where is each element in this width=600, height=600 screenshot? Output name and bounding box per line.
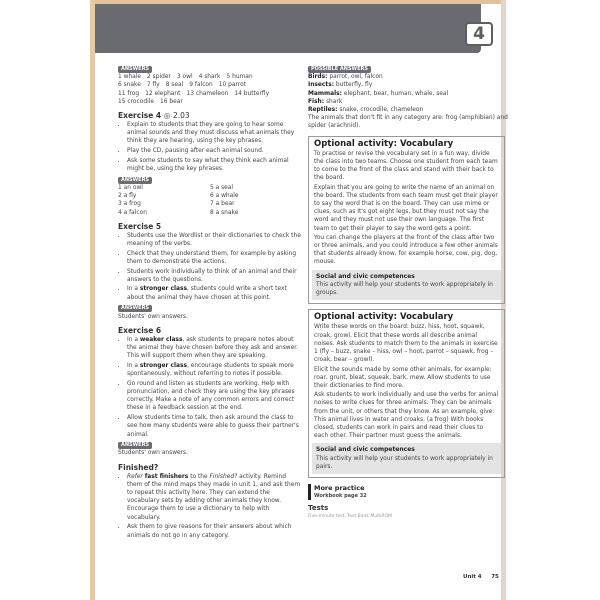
answer: 7 fly [146,82,160,89]
category-row [308,98,508,106]
answer: 10 parrot [218,82,247,89]
category-row [308,106,508,114]
answer: 1 an owl [118,184,143,191]
tests-title: Tests [308,504,329,513]
bullet: • Students use the Wordlist or their dictionaries to check the meaning of the verbs. [127,232,302,248]
more-practice-text: Workbook page 32 [314,493,367,500]
bullet: • Allow students time to talk, then ask around the class to see how many students were able to guess their partner's animal. [127,414,302,439]
exercise4-answers [118,184,302,217]
bullet: • Refer fast finishers to the Finished? activity. Remind them of the mind maps they made in unit 1, and ask them to repeat this activity here. They can extend the vocabulary sets by adding other animals they know. Encourage them to use a dictionary to help with vocabulary. [127,473,302,522]
more-practice [308,484,508,500]
header-bar [95,4,481,53]
answer: 4 a falcon [118,209,147,216]
answer-row [118,98,302,106]
bullet: • Explain to students that they are going to hear some animal sounds and they must discuss what animals they think they are hearing, using the key phrases. [127,121,302,146]
competences-title: Social and civic competences [316,272,415,280]
exercise4-heading: Exercise 4 ◎ 2.03 [118,111,190,121]
optional-activity-box-2 [308,309,505,478]
footer-unit: Unit 4 [463,574,482,580]
category-row [308,73,508,81]
category-name: Birds: [308,74,328,81]
answer: 9 falcon [189,82,213,89]
category-name: Mammals: [308,90,342,97]
bullet: • In a stronger class, students could write a short text about the animal they have chosen at this point. [127,285,302,301]
answer: 8 seal [165,82,184,89]
box-title: Optional activity: Vocabulary [314,312,454,323]
tests-text: Five-minute test, Test Bank MultiROM [308,513,392,519]
category-row [308,81,508,89]
exercise5-answer: Students' own answers. [118,313,188,320]
bullet: • Play the CD, pausing after each animal sound. [127,147,302,155]
cd-icon: ◎ [163,111,171,121]
unit-badge: 4 [465,22,493,46]
answer: 5 human [226,74,253,81]
paragraph: Ask students to work individually and use the verbs for animal noises to write clues for three animals. They can be animals from the unit, or others that they know. As an example, give: This animal lives in water and croaks. (a frog) With books closed, students can work in pairs and read their clues to each other. Their partner must guess the animals. [314,392,499,440]
optional-activity-box-1 [308,136,505,305]
bullet: • Students work individually to think of an animal and their answers to the questions. [127,268,302,284]
box-title: Optional activity: Vocabulary [314,138,454,149]
answers-label: ANSWERS [118,177,152,184]
answer: 15 crocodile [118,98,154,105]
finished-heading: Finished? [118,462,159,472]
page-number: 75 [491,574,499,580]
answer: 4 shark [198,74,221,81]
paragraph: You can change the players at the front of the class after two or three animals, and you could introduce a few other animals that students already know, for example horse, cow, pig, dog, mouse. [314,234,498,266]
exercise3-answers [118,73,302,106]
answer: 2 a fly [118,193,137,200]
category-name: Insects: [308,82,335,89]
category-animals: shark [324,98,343,105]
right-column [308,64,508,521]
category-animals: parrot, owl, falcon [327,74,383,81]
category-note: The animals that don't fit in any category are: frog (amphibian) and spider (arachnid). [308,115,508,130]
answer: 6 a whale [210,193,239,200]
answer: 14 butterfly [234,90,270,97]
more-practice-title: More practice [314,483,365,492]
category-animals: elephant, bear, human, whale, seal [341,90,449,97]
answer: 2 spider [147,74,171,81]
answer: 8 a snake [210,209,239,216]
answer-row [118,90,302,98]
answer: 1 whale [118,74,142,81]
exercise6-answer: Students' own answers. [118,450,188,457]
answer: 7 a bear [210,201,235,208]
paragraph: Explain that you are going to write the name of an animal on the board. The students from each team must get their player to say the word that is on the board. They can use mime or clues, such as It's got eight legs, but they must not say the word and they must not use their own language. The first team to get their player to say the word gets a point. [314,184,498,232]
answer: 3 a frog [118,201,141,208]
category-animals: snake, crocodile, chameleon [337,107,424,114]
exercise6-bullets [118,336,302,439]
answer: 11 frog [118,90,140,97]
category-name: Reptiles: [308,107,338,114]
bullet: • In a weaker class, ask students to prepare notes about the animal they have chosen before they ask and answer. This will support them when they are speaking. [127,336,302,361]
paragraph: To practise or revise the vocabulary set in a fun way, divide the class into two teams. Choose one student from each team to come to the front of the class and stand with their back to the board. [314,150,498,182]
answer-row [118,73,302,81]
paragraph: Write these words on the board: buzz, hiss, hoot, squawk, croak, growl. Elicit that these words all describe animal noises. Ask students to match them to the animals in exercise 1 (fly – buzz, snake – hiss, owl – hoot, parrot – squawk, frog – croak, bear – growl). [314,324,498,364]
answers-label: ANSWERS [118,305,152,312]
exercise4-bullets [118,121,302,173]
competences-title: Social and civic competences [316,446,415,454]
answer: 5 a seal [210,184,234,191]
answer: 16 bear [159,98,183,105]
competences-text: This activity will help your students to work appropriately in pairs. [316,455,493,470]
answers-label: ANSWERS [118,66,152,73]
category-animals: butterfly, fly [334,82,373,89]
left-column [118,64,302,541]
answers-label: ANSWERS [118,442,152,449]
bullet: • Check that they understand them, for example by asking them to demonstrate the actions. [127,250,302,266]
exercise5-heading: Exercise 5 [118,221,162,231]
paragraph: Elicit the sounds made by some other animals, for example: roar, grunt, bleat, squeak, bark, mew. Allow students to use their dictionaries to find more. [314,366,492,389]
answer: 13 chameleon [186,90,229,97]
category-name: Fish: [308,98,325,105]
category-list [308,73,508,114]
answer: 3 owl [176,74,193,81]
exercise5-bullets [118,232,302,302]
competences-panel [312,443,501,474]
page-footer [463,574,499,580]
finished-bullets [118,473,302,540]
bullet: • Ask some students to say what they think each animal might be, using the key phrases. [127,157,302,173]
bullet: • Ask them to give reasons for their answers about which animals do not go in any category. [127,523,302,539]
answer: 12 elephant [145,90,181,97]
exercise6-heading: Exercise 6 [118,325,162,335]
answer: 6 snake [118,82,141,89]
bullet: • Go round and listen as students are working. Help with pronunciation, and check they are using the key phrases correctly. Make a note of any common errors and correct these in a feedback session at the end. [127,380,302,413]
competences-panel [312,270,501,301]
bullet: • In a stronger class, encourage students to speak more spontaneously, without referring to notes if possible. [127,362,302,378]
answer-row [118,81,302,89]
category-row [308,90,508,98]
possible-answers-label: POSSIBLE ANSWERS [308,66,371,73]
competences-text: This activity will help your students to work appropriately in groups. [316,281,493,297]
